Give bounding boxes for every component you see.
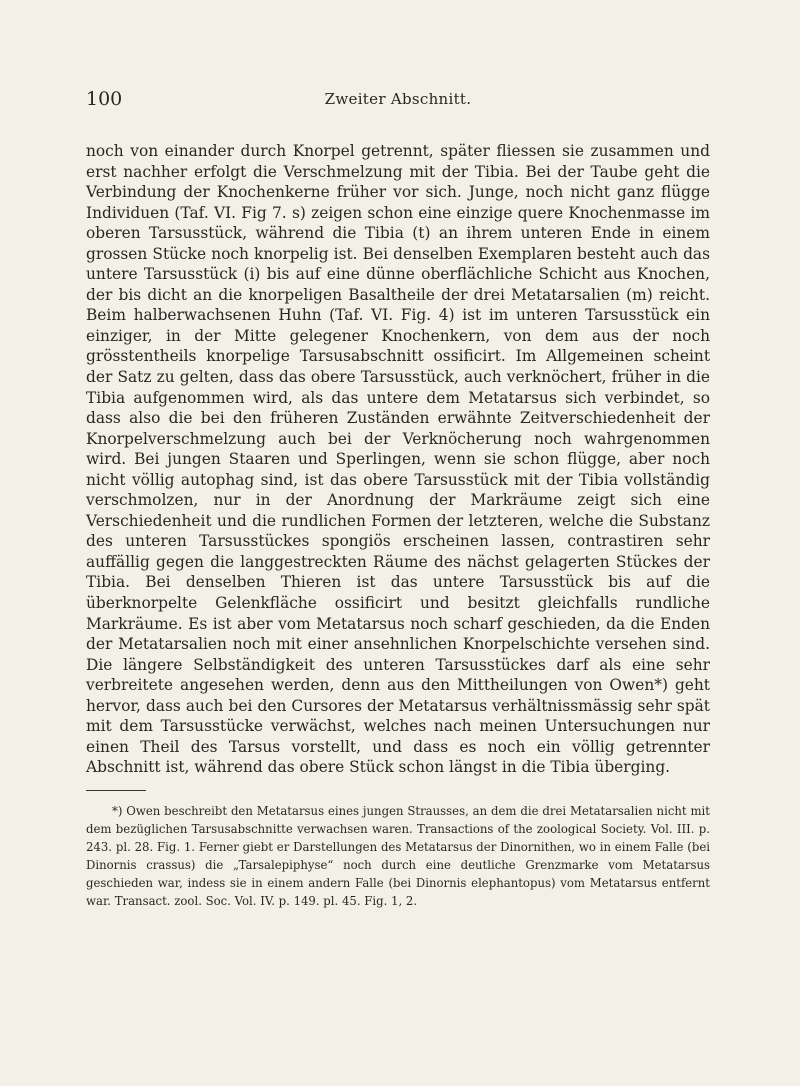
- main-text: [86, 141, 710, 778]
- page-header: [86, 88, 710, 114]
- footnote: [86, 803, 710, 910]
- footnote-text: *) Owen beschreibt den Metatarsus eines jungen Strausses, an dem die drei Metatarsalien nicht mit dem bezüglichen Tarsusabschnitte verwachsen waren. Transactions of the zoological Society. Vol. III. p. 243. pl. 28. Fig. 1. Ferner giebt er Darstellungen des Metatarsus der Dinornithen, wo in einem Falle (bei Dinornis crassus) die „Tarsalepiphyse“ noch durch eine deutliche Grenzmarke vom Metatarsus geschieden war, indess sie in einem andern Falle (bei Dinornis elephantopus) vom Metatarsus entfernt war. Transact. zool. Soc. Vol. IV. p. 149. pl. 45. Fig. 1, 2.: [86, 804, 710, 908]
- running-title: Zweiter Abschnitt.: [324, 90, 472, 108]
- page-number: 100: [86, 88, 123, 110]
- body-paragraph: noch von einander durch Knorpel getrennt, später fliessen sie zusammen und erst nachher erfolgt die Verschmelzung mit der Tibia. Bei der Taube geht die Verbindung der Knochenkerne früher vor sich. Junge, noch nicht ganz flügge Individuen (Taf. VI. Fig 7. s) zeigen schon eine einzige quere Knochenmasse im oberen Tarsusstück, während die Tibia (t) an ihrem unteren Ende in einem grossen Stücke noch knorpelig ist. Bei denselben Exemplaren besteht auch das untere Tarsusstück (i) bis auf eine dünne oberflächliche Schicht aus Knochen, der bis dicht an die knorpeligen Basaltheile der drei Metatarsalien (m) reicht. Beim halberwachsenen Huhn (Taf. VI. Fig. 4) ist im unteren Tarsusstück ein einziger, in der Mitte gelegener Knochenkern, von dem aus der noch grösstentheils knorpelige Tarsusabschnitt ossificirt. Im Allgemeinen scheint der Satz zu gelten, dass das obere Tarsusstück, auch verknöchert, früher in die Tibia aufgenommen wird, als das untere dem Metatarsus sich verbindet, so dass also die bei den früheren Zuständen erwähnte Zeitverschiedenheit der Knorpelverschmelzung auch bei der Verknöcherung noch wahrgenommen wird. Bei jungen Staaren und Sperlingen, wenn sie schon flügge, aber noch nicht völlig autophag sind, ist das obere Tarsusstück mit der Tibia vollständig verschmolzen, nur in der Anordnung der Markräume zeigt sich eine Verschiedenheit und die rundlichen Formen der letzteren, welche die Substanz des unteren Tarsusstückes spongiös erscheinen lassen, contrastiren sehr auffällig gegen die langgestreckten Räume des nächst gelagerten Stückes der Tibia. Bei denselben Thieren ist das untere Tarsusstück bis auf die überknorpelte Gelenkfläche ossificirt und besitzt gleichfalls rundliche Markräume. Es ist aber vom Metatarsus noch scharf geschieden, da die Enden der Metatarsalien noch mit einer ansehnlichen Knorpelschichte versehen sind. Die längere Selbständigkeit des unteren Tarsusstückes darf als eine sehr verbreitete angesehen werden, denn aus den Mittheilungen von Owen*) geht hervor, dass auch bei den Cursores der Metatarsus verhältnissmässig sehr spät mit dem Tarsusstücke verwächst, welches nach meinen Untersuchungen nur einen Theil des Tarsus vorstellt, und dass es noch ein völlig getrennter Abschnitt ist, während das obere Stück schon längst in die Tibia überging.: [86, 142, 710, 777]
- footnote-separator: [86, 790, 146, 791]
